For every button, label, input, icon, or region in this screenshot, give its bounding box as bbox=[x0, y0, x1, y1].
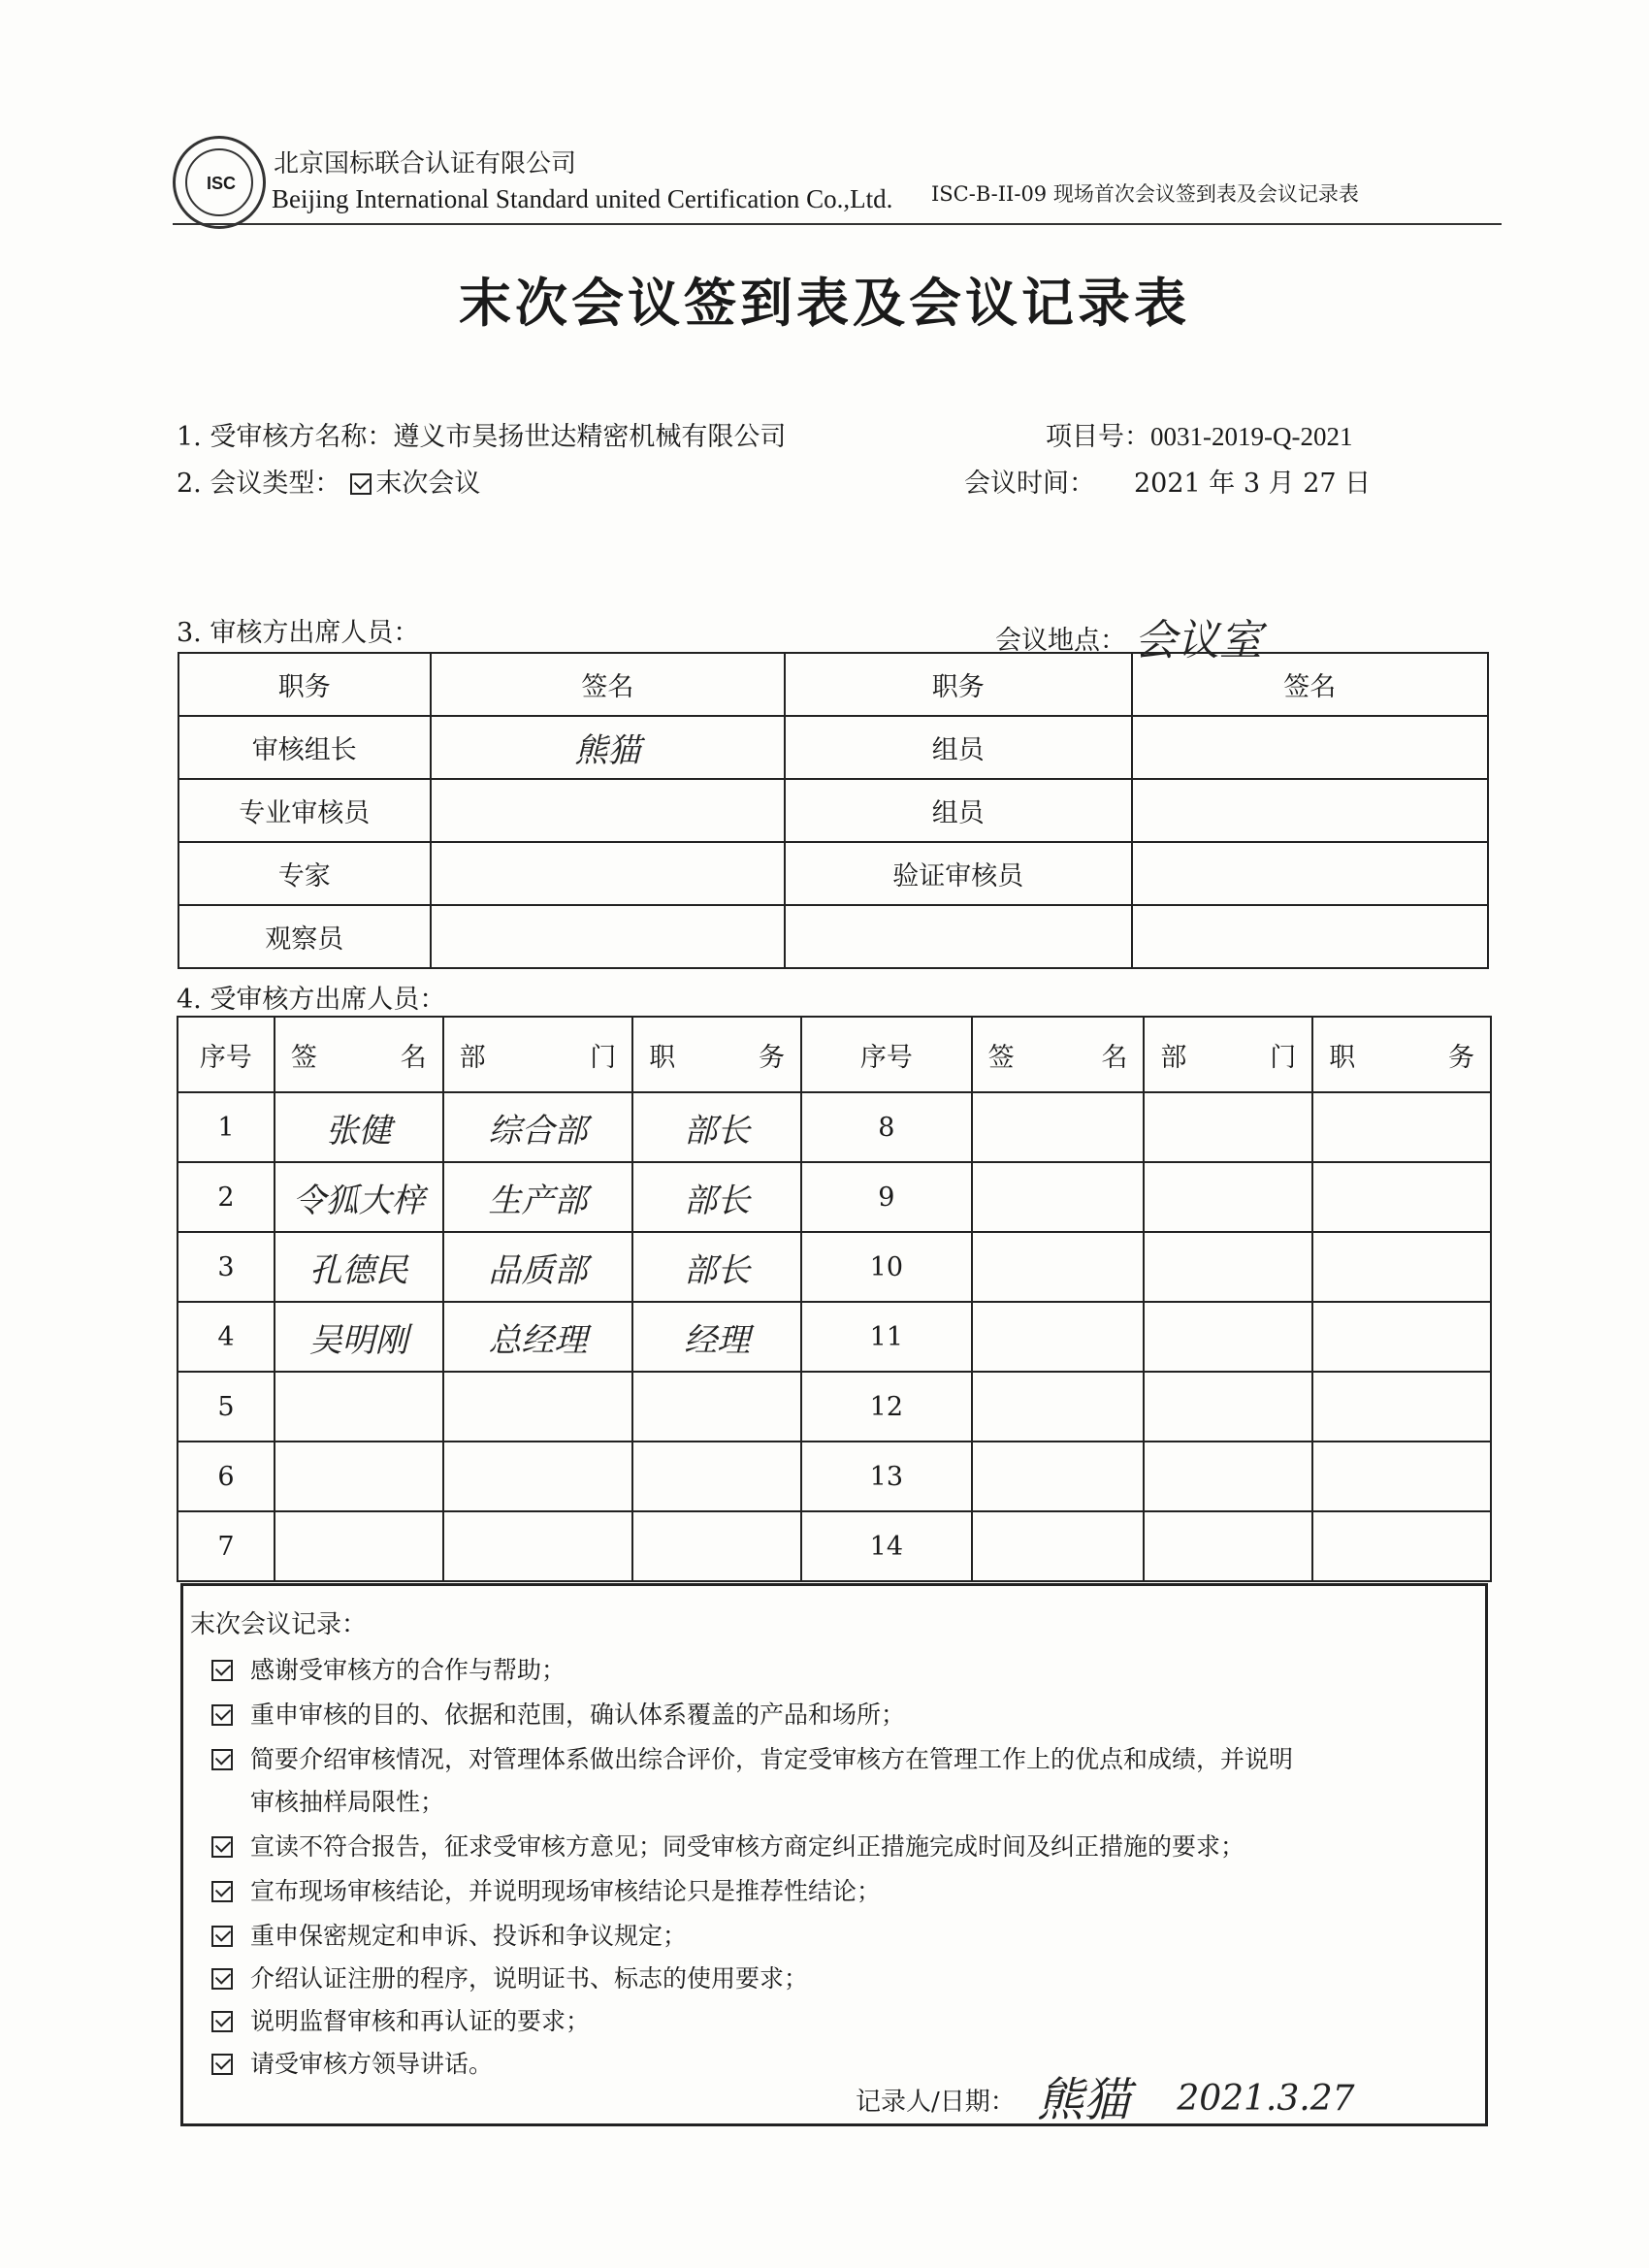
header-signature: 签名 bbox=[431, 653, 785, 716]
signature-cell[interactable]: 熊猫 bbox=[431, 716, 785, 779]
department-cell[interactable] bbox=[1144, 1372, 1312, 1442]
recorder-date[interactable]: 2021.3.27 bbox=[1177, 2079, 1355, 2119]
table-row bbox=[178, 1442, 1491, 1511]
department-cell[interactable] bbox=[1144, 1162, 1312, 1232]
title-cell[interactable] bbox=[632, 1442, 801, 1511]
signature-cell[interactable] bbox=[275, 1442, 443, 1511]
checkbox-checked[interactable] bbox=[211, 1926, 233, 1947]
department-cell[interactable]: 综合部 bbox=[443, 1092, 633, 1162]
recorder-label: 记录人/日期： bbox=[856, 2088, 1016, 2117]
title-cell[interactable] bbox=[632, 1372, 801, 1442]
department-cell[interactable] bbox=[1144, 1092, 1312, 1162]
checkbox-checked[interactable] bbox=[211, 2054, 233, 2075]
table-row bbox=[178, 1092, 1491, 1162]
signature-cell[interactable]: 孔德民 bbox=[275, 1232, 443, 1302]
title-cell[interactable] bbox=[1312, 1511, 1491, 1581]
table-row bbox=[178, 1511, 1491, 1581]
company-name-en: Beijing International Standard united Certification Co.,Ltd. bbox=[272, 184, 893, 213]
row-number: 1 bbox=[178, 1092, 275, 1162]
signature-cell[interactable] bbox=[972, 1302, 1145, 1372]
auditee-label: 1. 受审核方名称： bbox=[177, 422, 394, 452]
header-title: 职 务 bbox=[632, 1017, 801, 1092]
signature-cell[interactable] bbox=[972, 1372, 1145, 1442]
record-item: 宣布现场审核结论，并说明现场审核结论只是推荐性结论； bbox=[211, 1872, 881, 1907]
department-cell[interactable] bbox=[443, 1372, 633, 1442]
row-number: 6 bbox=[178, 1442, 275, 1511]
record-item-continued: 审核抽样局限性； bbox=[250, 1788, 445, 1816]
role-cell: 观察员 bbox=[178, 905, 431, 968]
row-number: 11 bbox=[801, 1302, 972, 1372]
form-code: ISC-B-II-09 现场首次会议签到表及会议记录表 bbox=[931, 182, 1359, 206]
header-no: 序号 bbox=[801, 1017, 972, 1092]
checkbox-checked[interactable] bbox=[211, 1660, 233, 1681]
department-cell[interactable] bbox=[443, 1511, 633, 1581]
meeting-time-label: 会议时间： bbox=[964, 469, 1095, 499]
auditor-attendance-table bbox=[178, 652, 1489, 969]
record-item: 感谢受审核方的合作与帮助； bbox=[211, 1651, 566, 1686]
auditee-section-label: 4. 受审核方出席人员： bbox=[177, 985, 446, 1015]
row-number: 5 bbox=[178, 1372, 275, 1442]
checkbox-checked[interactable] bbox=[211, 2011, 233, 2032]
meeting-time-line bbox=[964, 462, 1371, 500]
meeting-type-label: 2. 会议类型： bbox=[177, 469, 341, 499]
department-cell[interactable] bbox=[1144, 1511, 1312, 1581]
table-row bbox=[178, 1162, 1491, 1232]
role-cell: 专业审核员 bbox=[178, 779, 431, 842]
role-cell: 组员 bbox=[785, 779, 1131, 842]
record-item: 宣读不符合报告，征求受审核方意见；同受审核方商定纠正措施完成时间及纠正措施的要求； bbox=[211, 1828, 1245, 1863]
record-title: 末次会议记录： bbox=[190, 1610, 368, 1639]
row-number: 3 bbox=[178, 1232, 275, 1302]
record-item: 介绍认证注册的程序，说明证书、标志的使用要求； bbox=[211, 1960, 808, 1994]
logo-text: ISC bbox=[206, 174, 236, 193]
signature-cell[interactable] bbox=[972, 1442, 1145, 1511]
project-value: 0031-2019-Q-2021 bbox=[1150, 422, 1353, 451]
row-number: 9 bbox=[801, 1162, 972, 1232]
title-cell[interactable] bbox=[1312, 1442, 1491, 1511]
recorder-line bbox=[856, 2062, 1355, 2129]
company-logo bbox=[173, 136, 266, 229]
location-label: 会议地点： bbox=[995, 626, 1126, 656]
table-row bbox=[178, 842, 1488, 905]
table-row bbox=[178, 716, 1488, 779]
auditee-attendance-table bbox=[177, 1016, 1492, 1582]
role-cell: 验证审核员 bbox=[785, 842, 1131, 905]
signature-cell[interactable] bbox=[1132, 716, 1488, 779]
header-signature: 签 名 bbox=[275, 1017, 443, 1092]
signature-cell[interactable]: 令狐大梓 bbox=[275, 1162, 443, 1232]
signature-cell[interactable]: 吴明刚 bbox=[275, 1302, 443, 1372]
header-role: 职务 bbox=[785, 653, 1131, 716]
meeting-type-checkbox[interactable] bbox=[350, 473, 372, 495]
department-cell[interactable]: 生产部 bbox=[443, 1162, 633, 1232]
title-cell[interactable]: 部长 bbox=[632, 1232, 801, 1302]
table-row bbox=[178, 1232, 1491, 1302]
row-number: 8 bbox=[801, 1092, 972, 1162]
signature-cell[interactable] bbox=[972, 1092, 1145, 1162]
checkbox-checked[interactable] bbox=[211, 1968, 233, 1990]
department-cell[interactable] bbox=[443, 1442, 633, 1511]
row-number: 12 bbox=[801, 1372, 972, 1442]
title-cell[interactable] bbox=[1312, 1372, 1491, 1442]
page-title: 末次会议签到表及会议记录表 bbox=[459, 272, 1190, 334]
title-cell[interactable] bbox=[1312, 1162, 1491, 1232]
signature-cell[interactable] bbox=[1132, 779, 1488, 842]
department-cell[interactable]: 总经理 bbox=[443, 1302, 633, 1372]
checkbox-checked[interactable] bbox=[211, 1836, 233, 1858]
header-signature: 签 名 bbox=[972, 1017, 1145, 1092]
department-cell[interactable] bbox=[1144, 1442, 1312, 1511]
signature-cell[interactable] bbox=[972, 1511, 1145, 1581]
record-item: 重申审核的目的、依据和范围，确认体系覆盖的产品和场所； bbox=[211, 1696, 905, 1731]
signature-cell[interactable] bbox=[431, 842, 785, 905]
auditee-line bbox=[177, 415, 786, 453]
record-item: 重申保密规定和申诉、投诉和争议规定； bbox=[211, 1917, 687, 1952]
meeting-time-value: 2021 年 3 月 27 日 bbox=[1134, 469, 1372, 499]
header-department: 部 门 bbox=[1144, 1017, 1312, 1092]
department-cell[interactable] bbox=[1144, 1302, 1312, 1372]
meeting-type-line bbox=[177, 462, 480, 500]
role-cell: 专家 bbox=[178, 842, 431, 905]
table-row bbox=[178, 1302, 1491, 1372]
checkbox-checked[interactable] bbox=[211, 1881, 233, 1902]
checkbox-checked[interactable] bbox=[211, 1749, 233, 1770]
project-label: 项目号： bbox=[1046, 422, 1150, 452]
title-cell[interactable]: 部长 bbox=[632, 1092, 801, 1162]
title-cell[interactable] bbox=[1312, 1302, 1491, 1372]
department-cell[interactable]: 品质部 bbox=[443, 1232, 633, 1302]
signature-cell[interactable] bbox=[1132, 842, 1488, 905]
row-number: 2 bbox=[178, 1162, 275, 1232]
record-item: 说明监督审核和再认证的要求； bbox=[211, 2002, 590, 2037]
signature-cell[interactable]: 张健 bbox=[275, 1092, 443, 1162]
role-cell: 组员 bbox=[785, 716, 1131, 779]
row-number: 10 bbox=[801, 1232, 972, 1302]
recorder-signature[interactable]: 熊猫 bbox=[1037, 2073, 1131, 2127]
table-header-row bbox=[178, 653, 1488, 716]
auditor-section-label: 3. 审核方出席人员： bbox=[177, 618, 420, 648]
row-number: 7 bbox=[178, 1511, 275, 1581]
table-header-row bbox=[178, 1017, 1491, 1092]
auditee-value: 遵义市昊扬世达精密机械有限公司 bbox=[393, 422, 787, 452]
table-row bbox=[178, 779, 1488, 842]
location-value: 会议室 bbox=[1134, 616, 1262, 665]
record-item: 简要介绍审核情况，对管理体系做出综合评价，肯定受审核方在管理工作上的优点和成绩，并说明 bbox=[211, 1740, 1293, 1775]
company-name-cn: 北京国标联合认证有限公司 bbox=[274, 149, 577, 178]
row-number: 14 bbox=[801, 1511, 972, 1581]
table-row bbox=[178, 1372, 1491, 1442]
signature-cell[interactable] bbox=[431, 779, 785, 842]
signature-cell[interactable] bbox=[275, 1511, 443, 1581]
role-cell: 审核组长 bbox=[178, 716, 431, 779]
table-row bbox=[178, 905, 1488, 968]
project-line bbox=[1046, 415, 1352, 453]
title-cell[interactable] bbox=[1312, 1092, 1491, 1162]
signature-cell[interactable] bbox=[431, 905, 785, 968]
title-cell[interactable] bbox=[632, 1511, 801, 1581]
role-cell bbox=[785, 905, 1131, 968]
signature-cell[interactable] bbox=[1132, 905, 1488, 968]
title-cell[interactable] bbox=[1312, 1232, 1491, 1302]
checkbox-checked[interactable] bbox=[211, 1704, 233, 1726]
signature-cell[interactable] bbox=[275, 1372, 443, 1442]
signature-cell[interactable] bbox=[972, 1232, 1145, 1302]
meeting-type-value: 末次会议 bbox=[375, 469, 481, 499]
header-role: 职务 bbox=[178, 653, 431, 716]
header-divider bbox=[173, 223, 1502, 225]
header-no: 序号 bbox=[178, 1017, 275, 1092]
title-cell[interactable]: 部长 bbox=[632, 1162, 801, 1232]
header-title: 职 务 bbox=[1312, 1017, 1491, 1092]
row-number: 13 bbox=[801, 1442, 972, 1511]
signature-cell[interactable] bbox=[972, 1162, 1145, 1232]
row-number: 4 bbox=[178, 1302, 275, 1372]
header-department: 部 门 bbox=[443, 1017, 633, 1092]
record-item: 请受审核方领导讲话。 bbox=[211, 2045, 493, 2080]
title-cell[interactable]: 经理 bbox=[632, 1302, 801, 1372]
header-signature: 签名 bbox=[1132, 653, 1488, 716]
department-cell[interactable] bbox=[1144, 1232, 1312, 1302]
